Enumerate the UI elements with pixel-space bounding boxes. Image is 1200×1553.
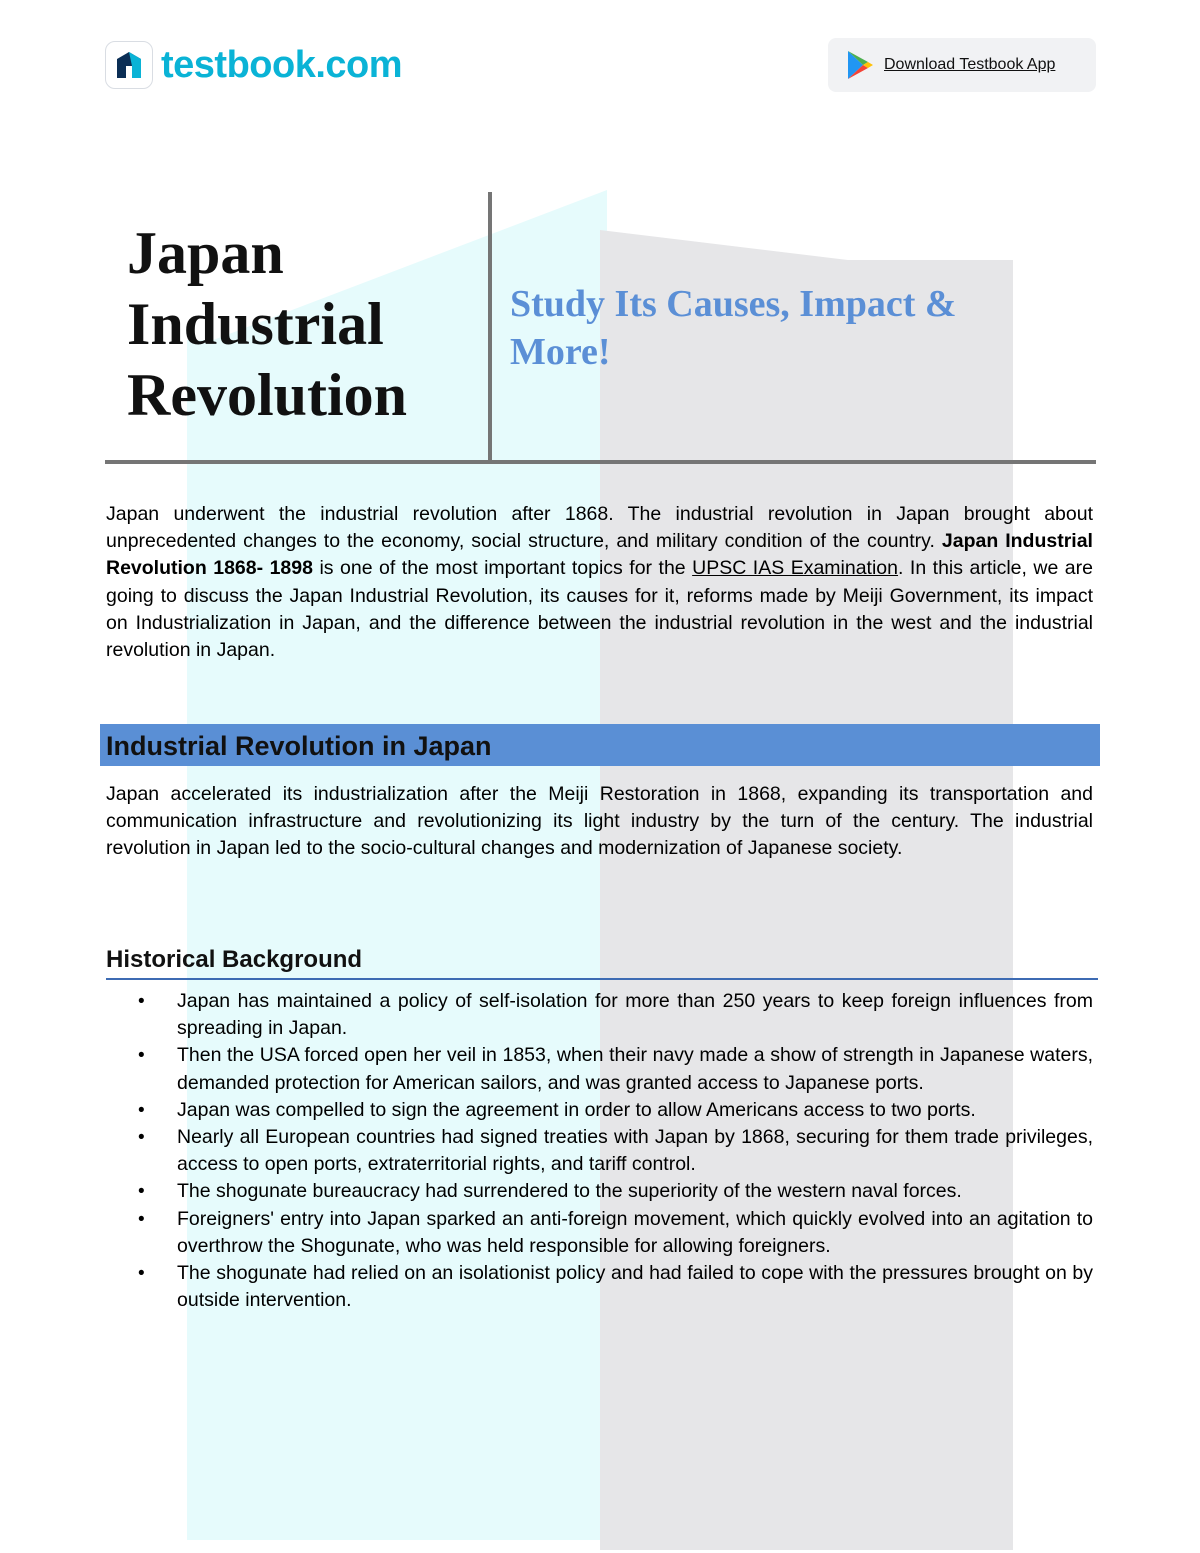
- logo-text: testbook.com: [161, 43, 403, 86]
- watermark-gray-roof: [600, 230, 1013, 280]
- section-paragraph: Japan accelerated its industrialization after the Meiji Restoration in 1868, expanding its transportation and communication infrastructure and revolutionizing its light industry by the turn of the century. The industrial revolution in Japan led to the socio-cultural changes and modernization of Japanese society.: [106, 783, 1093, 860]
- subheading-text: Historical Background: [106, 946, 363, 973]
- page-title: [127, 218, 407, 431]
- list-item: • Japan was compelled to sign the agreement in order to allow Americans access to two ports.: [135, 1097, 1093, 1124]
- upsc-ias-link[interactable]: UPSC IAS Examination: [692, 557, 899, 580]
- list-item: • The shogunate bureaucracy had surrendered to the superiority of the western naval forces.: [135, 1178, 1093, 1205]
- download-app-button[interactable]: [828, 38, 1096, 92]
- title-line-2: Industrial: [127, 291, 384, 357]
- title-divider-horizontal: [105, 460, 1096, 464]
- intro-text-3: . In this article, we are going to discuss the Japan Industrial Revolution, its causes for it, reforms made by Meiji Government, its impact on Industrialization in Japan, and the difference between the industrial revolution in the west and the industrial revolution in Japan.: [106, 557, 1093, 662]
- section-header-bar: [100, 724, 1100, 766]
- title-line-1: Japan: [127, 220, 284, 286]
- list-item: • Nearly all European countries had signed treaties with Japan by 1868, securing for them trade privileges, access to open ports, extraterritorial rights, and tariff control.: [135, 1124, 1093, 1178]
- background-list: [135, 988, 1093, 1314]
- list-item: • Japan has maintained a policy of self-isolation for more than 250 years to keep foreign influences from spreading in Japan.: [135, 988, 1093, 1042]
- historical-background-heading: [106, 944, 1098, 980]
- testbook-logo-icon: [105, 41, 153, 89]
- intro-text-1: Japan underwent the industrial revolution after 1868. The industrial revolution in Japan brought about unprecedented changes to the economy, social structure, and military condition of the country.: [106, 503, 1093, 553]
- intro-paragraph: [106, 501, 1093, 664]
- list-item: • Foreigners' entry into Japan sparked an anti-foreign movement, which quickly evolved into an agitation to overthrow the Shogunate, who was held responsible for allowing foreigners.: [135, 1206, 1093, 1260]
- title-line-3: Revolution: [127, 362, 408, 428]
- download-app-label: Download Testbook App: [884, 56, 1056, 73]
- testbook-logo[interactable]: [105, 41, 402, 89]
- list-item: • The shogunate had relied on an isolationist policy and had failed to cope with the pressures brought on by outside intervention.: [135, 1260, 1093, 1314]
- page-subtitle: Study Its Causes, Impact & More!: [510, 283, 957, 373]
- google-play-icon: [846, 50, 874, 80]
- watermark-gray: [600, 260, 1013, 1550]
- list-item: • Then the USA forced open her veil in 1853, when their navy made a show of strength in Japanese waters, demanded protection for American sailors, and was granted access to Japanese ports.: [135, 1042, 1093, 1096]
- title-divider-vertical: [488, 192, 492, 462]
- intro-text-2: is one of the most important topics for the: [312, 557, 693, 580]
- intro-bold-topic: Japan Industrial Revolution 1868- 1898: [106, 530, 1093, 580]
- section-title: Industrial Revolution in Japan: [106, 731, 492, 761]
